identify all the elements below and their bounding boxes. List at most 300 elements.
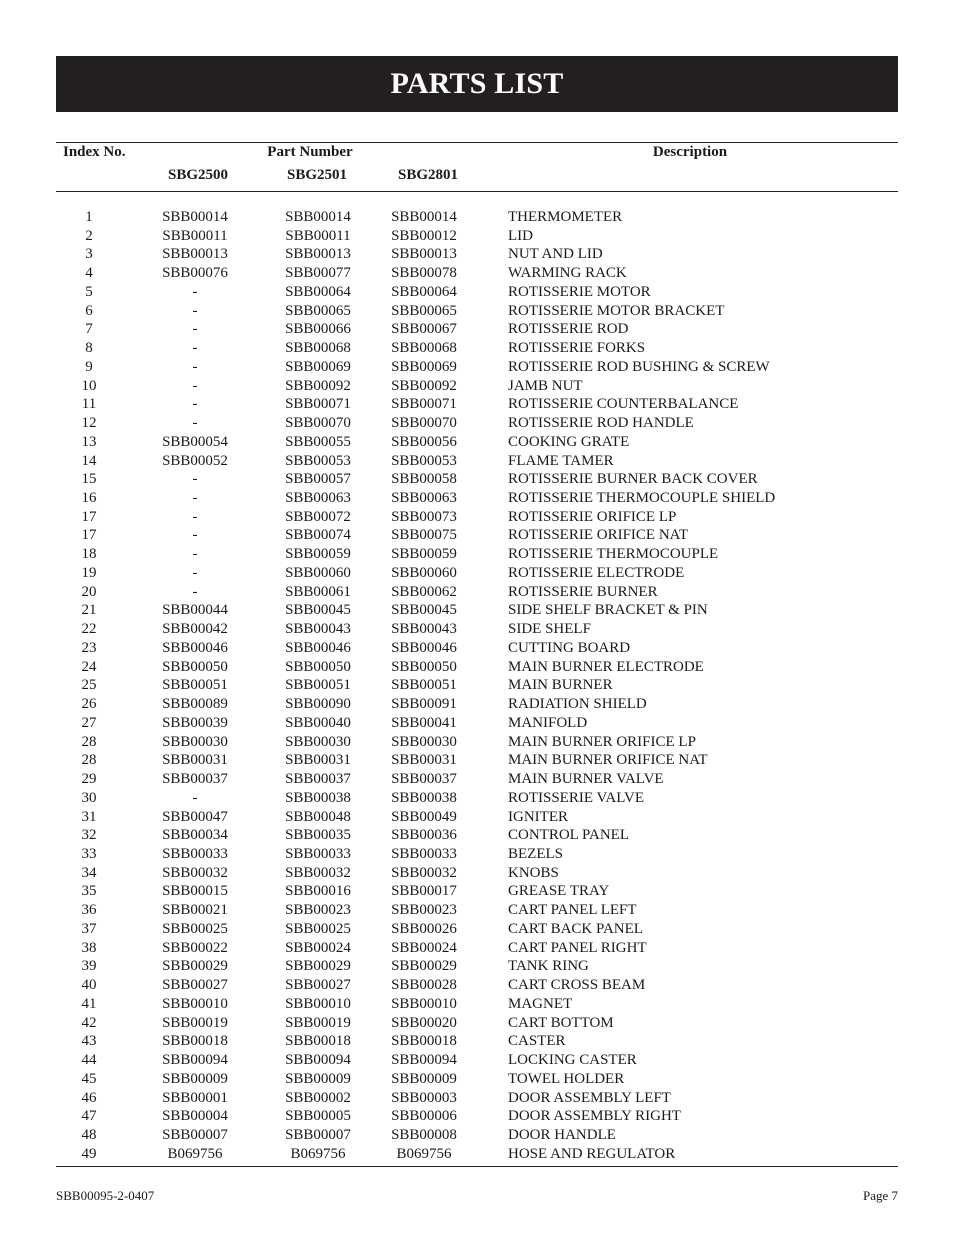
part-sbg2500-cell: SBB00011 [162,227,228,244]
part-sbg2801-cell: SBB00009 [391,1070,457,1087]
part-sbg2501-cell: SBB00013 [285,246,351,263]
part-sbg2500-cell: SBB00004 [162,1108,228,1125]
table-bottom-rule [56,1166,898,1167]
part-sbg2500-cell: SBB00054 [162,433,228,450]
part-sbg2500-cell: - [192,396,198,413]
part-sbg2500-cell: SBB00037 [162,771,228,788]
index-cell: 21 [81,602,97,619]
description-cell: BEZELS [508,845,563,862]
part-sbg2501-cell: SBB00066 [285,321,351,338]
header-part-number: Part Number [267,144,353,160]
description-cell: TANK RING [508,958,589,975]
index-cell: 5 [85,283,93,300]
part-sbg2500-cell: - [192,564,198,581]
title-banner [56,56,898,112]
index-cell: 3 [85,246,93,263]
part-sbg2500-cell: SBB00014 [162,209,228,225]
table-row [0,601,954,620]
description-cell: ROTISSERIE ROD HANDLE [508,415,694,432]
description-cell: TOWEL HOLDER [508,1070,625,1087]
index-cell: 43 [81,1033,97,1050]
part-sbg2801-cell: SBB00078 [391,265,457,282]
part-sbg2501-cell: SBB00068 [285,340,351,357]
description-cell: CONTROL PANEL [508,827,629,844]
part-sbg2500-cell: SBB00042 [162,621,228,638]
table-row [0,508,954,527]
part-sbg2801-cell: SBB00051 [391,677,457,694]
table-row [0,526,954,545]
index-cell: 38 [81,939,97,956]
part-sbg2500-cell: - [192,302,198,319]
part-sbg2501-cell: SBB00094 [285,1052,351,1069]
part-sbg2501-cell: SBB00007 [285,1126,351,1143]
description-cell: ROTISSERIE BURNER BACK COVER [508,471,758,488]
description-cell: FLAME TAMER [508,452,614,469]
part-sbg2801-cell: SBB00030 [391,733,457,750]
part-sbg2500-cell: SBB00021 [162,902,228,919]
part-sbg2500-cell: - [192,340,198,357]
part-sbg2501-cell: SBB00032 [285,864,351,881]
description-cell: ROTISSERIE THERMOCOUPLE SHIELD [508,490,776,507]
index-cell: 39 [81,958,97,975]
part-sbg2500-cell: SBB00015 [162,883,228,900]
index-cell: 49 [81,1145,97,1162]
description-cell: LID [508,227,533,244]
description-cell: SIDE SHELF BRACKET & PIN [508,602,708,619]
part-sbg2801-cell: SBB00010 [391,995,457,1012]
index-cell: 7 [85,321,93,338]
index-cell: 31 [81,808,97,825]
part-sbg2500-cell: SBB00047 [162,808,228,825]
description-cell: IGNITER [508,808,568,825]
part-sbg2500-cell: B069756 [167,1145,223,1162]
description-cell: ROTISSERIE MOTOR [508,283,651,300]
part-sbg2501-cell: SBB00063 [285,490,351,507]
part-sbg2501-cell: SBB00014 [285,209,351,225]
part-sbg2801-cell: SBB00041 [391,714,457,731]
part-sbg2500-cell: SBB00089 [162,696,228,713]
part-sbg2500-cell: SBB00033 [162,845,228,862]
index-cell: 40 [81,977,97,994]
header-index-no: Index No. [63,144,126,160]
part-sbg2500-cell: - [192,583,198,600]
part-sbg2801-cell: SBB00046 [391,639,457,656]
index-cell: 28 [81,733,97,750]
description-cell: ROTISSERIE ORIFICE NAT [508,527,689,544]
part-sbg2500-cell: SBB00025 [162,920,228,937]
part-sbg2500-cell: SBB00034 [162,827,228,844]
part-sbg2500-cell: - [192,546,198,563]
part-sbg2501-cell: SBB00046 [285,639,351,656]
part-sbg2501-cell: SBB00019 [285,1014,351,1031]
table-row [0,1089,954,1108]
part-sbg2801-cell: SBB00060 [391,564,457,581]
description-cell: COOKING GRATE [508,433,630,450]
part-sbg2801-cell: SBB00036 [391,827,457,844]
part-sbg2501-cell: SBB00051 [285,677,351,694]
description-cell: ROTISSERIE THERMOCOUPLE [508,546,719,563]
part-sbg2501-cell: SBB00030 [285,733,351,750]
part-sbg2501-cell: SBB00092 [285,377,351,394]
index-cell: 25 [81,677,97,694]
table-row [0,1032,954,1051]
part-sbg2801-cell: SBB00070 [391,415,457,432]
index-cell: 8 [85,340,93,357]
table-top-rule [56,142,898,143]
description-cell: CUTTING BOARD [508,639,631,656]
part-sbg2801-cell: SBB00013 [391,246,457,263]
description-cell: KNOBS [508,864,559,881]
part-sbg2501-cell: SBB00037 [285,771,351,788]
table-row [0,826,954,845]
description-cell: CART BOTTOM [508,1014,614,1031]
description-cell: NUT AND LID [508,246,603,263]
index-cell: 24 [81,658,97,675]
header-model-sbg2501: SBG2501 [286,167,348,183]
table-row [0,283,954,302]
index-cell: 2 [85,227,93,244]
table-row [0,358,954,377]
description-cell: THERMOMETER [508,209,623,225]
table-row [0,264,954,283]
table-row [0,882,954,901]
table-row [0,1107,954,1126]
part-sbg2500-cell: SBB00019 [162,1014,228,1031]
part-sbg2801-cell: SBB00049 [391,808,457,825]
header-model-sbg2500: SBG2500 [167,167,229,183]
description-cell: ROTISSERIE MOTOR BRACKET [508,302,725,319]
part-sbg2500-cell: SBB00039 [162,714,228,731]
part-sbg2801-cell: SBB00012 [391,227,457,244]
index-cell: 30 [81,789,97,806]
table-row [0,845,954,864]
table-row [0,864,954,883]
part-sbg2501-cell: SBB00048 [285,808,351,825]
part-sbg2801-cell: SBB00059 [391,546,457,563]
part-sbg2501-cell: SBB00070 [285,415,351,432]
description-cell: ROTISSERIE ROD [508,321,629,338]
table-row [0,976,954,995]
description-cell: MAIN BURNER ELECTRODE [508,658,704,675]
part-sbg2501-cell: SBB00065 [285,302,351,319]
index-cell: 45 [81,1070,97,1087]
index-cell: 48 [81,1126,97,1143]
description-cell: WARMING RACK [508,265,627,282]
part-sbg2500-cell: - [192,789,198,806]
part-sbg2801-cell: SBB00043 [391,621,457,638]
table-row [0,1014,954,1033]
table-row [0,639,954,658]
description-cell: ROTISSERIE ROD BUSHING & SCREW [508,358,770,375]
description-cell: CART PANEL LEFT [508,902,637,919]
part-sbg2501-cell: SBB00024 [285,939,351,956]
part-sbg2801-cell: SBB00024 [391,939,457,956]
table-row [0,414,954,433]
description-cell: ROTISSERIE COUNTERBALANCE [508,396,739,413]
description-cell: SIDE SHELF [508,621,591,638]
index-cell: 33 [81,845,97,862]
part-sbg2801-cell: SBB00063 [391,490,457,507]
table-row [0,583,954,602]
part-sbg2801-cell: SBB00003 [391,1089,457,1106]
table-row [0,489,954,508]
table-row [0,564,954,583]
description-cell: RADIATION SHIELD [508,696,647,713]
part-sbg2500-cell: SBB00018 [162,1033,228,1050]
index-cell: 1 [85,209,93,225]
part-sbg2501-cell: SBB00090 [285,696,351,713]
part-sbg2801-cell: SBB00071 [391,396,457,413]
description-cell: DOOR ASSEMBLY LEFT [508,1089,671,1106]
index-cell: 11 [81,396,97,413]
table-row [0,339,954,358]
table-row [0,1070,954,1089]
index-cell: 15 [81,471,97,488]
table-row [0,901,954,920]
table-row [0,302,954,321]
table-row [0,995,954,1014]
part-sbg2801-cell: SBB00073 [391,508,457,525]
index-cell: 23 [81,639,97,656]
part-sbg2501-cell: SBB00055 [285,433,351,450]
table-row [0,1145,954,1164]
part-sbg2801-cell: SBB00026 [391,920,457,937]
index-cell: 17 [81,527,97,544]
part-sbg2501-cell: SBB00045 [285,602,351,619]
part-sbg2500-cell: SBB00007 [162,1126,228,1143]
part-sbg2500-cell: SBB00050 [162,658,228,675]
index-cell: 44 [81,1052,97,1069]
part-sbg2501-cell: SBB00057 [285,471,351,488]
part-sbg2801-cell: SBB00094 [391,1052,457,1069]
part-sbg2501-cell: SBB00027 [285,977,351,994]
description-cell: CART BACK PANEL [508,920,643,937]
table-row [0,676,954,695]
part-sbg2801-cell: SBB00018 [391,1033,457,1050]
part-sbg2500-cell: SBB00046 [162,639,228,656]
index-cell: 34 [81,864,97,881]
part-sbg2801-cell: SBB00006 [391,1108,457,1125]
part-sbg2801-cell: SBB00069 [391,358,457,375]
part-sbg2500-cell: SBB00013 [162,246,228,263]
part-sbg2500-cell: SBB00030 [162,733,228,750]
description-cell: DOOR HANDLE [508,1126,616,1143]
description-cell: MAGNET [508,995,573,1012]
header-description: Description [652,144,728,160]
part-sbg2500-cell: SBB00009 [162,1070,228,1087]
part-sbg2801-cell: SBB00062 [391,583,457,600]
index-cell: 14 [81,452,97,469]
table-row [0,770,954,789]
description-cell: CART CROSS BEAM [508,977,646,994]
part-sbg2501-cell: SBB00072 [285,508,351,525]
index-cell: 10 [81,377,97,394]
document-code: SBB00095-2-0407 [56,1188,155,1203]
part-sbg2501-cell: SBB00064 [285,283,351,300]
part-sbg2500-cell: SBB00052 [162,452,228,469]
part-sbg2801-cell: SBB00092 [391,377,457,394]
part-sbg2501-cell: SBB00009 [285,1070,351,1087]
index-cell: 22 [81,621,97,638]
description-cell: HOSE AND REGULATOR [508,1145,676,1162]
index-cell: 32 [81,827,97,844]
description-cell: ROTISSERIE BURNER [508,583,658,600]
part-sbg2501-cell: SBB00035 [285,827,351,844]
part-sbg2500-cell: SBB00044 [162,602,228,619]
part-sbg2801-cell: SBB00045 [391,602,457,619]
table-row [0,695,954,714]
part-sbg2801-cell: SBB00020 [391,1014,457,1031]
part-sbg2801-cell: SBB00037 [391,771,457,788]
table-row [0,227,954,246]
index-cell: 12 [81,415,97,432]
part-sbg2500-cell: SBB00094 [162,1052,228,1069]
index-cell: 19 [81,564,97,581]
table-row [0,320,954,339]
index-cell: 6 [85,302,93,319]
part-sbg2501-cell: SBB00031 [285,752,351,769]
index-cell: 35 [81,883,97,900]
part-sbg2501-cell: SBB00061 [285,583,351,600]
index-cell: 37 [81,920,97,937]
table-row [0,208,954,227]
index-cell: 29 [81,771,97,788]
part-sbg2500-cell: SBB00032 [162,864,228,881]
part-sbg2500-cell: SBB00029 [162,958,228,975]
index-cell: 27 [81,714,97,731]
part-sbg2501-cell: SBB00016 [285,883,351,900]
part-sbg2801-cell: SBB00008 [391,1126,457,1143]
table-row [0,751,954,770]
part-sbg2801-cell: SBB00017 [391,883,457,900]
index-cell: 18 [81,546,97,563]
description-cell: MANIFOLD [508,714,588,731]
table-row [0,395,954,414]
part-sbg2801-cell: SBB00091 [391,696,457,713]
part-sbg2501-cell: SBB00074 [285,527,351,544]
index-cell: 47 [81,1108,97,1125]
part-sbg2500-cell: - [192,377,198,394]
part-sbg2501-cell: B069756 [290,1145,346,1162]
table-row [0,1051,954,1070]
part-sbg2801-cell: SBB00065 [391,302,457,319]
part-sbg2801-cell: SBB00031 [391,752,457,769]
description-cell: CASTER [508,1033,566,1050]
part-sbg2801-cell: SBB00075 [391,527,457,544]
part-sbg2801-cell: SBB00050 [391,658,457,675]
part-sbg2501-cell: SBB00002 [285,1089,351,1106]
index-cell: 20 [81,583,97,600]
part-sbg2801-cell: SBB00028 [391,977,457,994]
description-cell: LOCKING CASTER [508,1052,637,1069]
part-sbg2801-cell: SBB00033 [391,845,457,862]
part-sbg2501-cell: SBB00040 [285,714,351,731]
description-cell: CART PANEL RIGHT [508,939,647,956]
description-cell: JAMB NUT [508,377,583,394]
part-sbg2501-cell: SBB00005 [285,1108,351,1125]
part-sbg2500-cell: SBB00076 [162,265,228,282]
index-cell: 42 [81,1014,97,1031]
table-row [0,789,954,808]
description-cell: DOOR ASSEMBLY RIGHT [508,1108,681,1125]
part-sbg2801-cell: SBB00038 [391,789,457,806]
table-row [0,939,954,958]
description-cell: GREASE TRAY [508,883,610,900]
description-cell: MAIN BURNER [508,677,613,694]
part-sbg2801-cell: SBB00056 [391,433,457,450]
index-cell: 28 [81,752,97,769]
part-sbg2501-cell: SBB00053 [285,452,351,469]
part-sbg2801-cell: SBB00053 [391,452,457,469]
index-cell: 4 [85,265,93,282]
table-row [0,470,954,489]
description-cell: ROTISSERIE FORKS [508,340,646,357]
table-row [0,808,954,827]
part-sbg2801-cell: B069756 [396,1145,452,1162]
part-sbg2801-cell: SBB00067 [391,321,457,338]
part-sbg2801-cell: SBB00029 [391,958,457,975]
part-sbg2501-cell: SBB00050 [285,658,351,675]
part-sbg2500-cell: - [192,508,198,525]
table-row [0,714,954,733]
page-number: Page 7 [862,1188,898,1203]
part-sbg2500-cell: SBB00001 [162,1089,228,1106]
part-sbg2501-cell: SBB00025 [285,920,351,937]
description-cell: MAIN BURNER VALVE [508,771,664,788]
part-sbg2501-cell: SBB00069 [285,358,351,375]
part-sbg2500-cell: SBB00031 [162,752,228,769]
part-sbg2501-cell: SBB00071 [285,396,351,413]
part-sbg2501-cell: SBB00043 [285,621,351,638]
description-cell: ROTISSERIE VALVE [508,789,644,806]
index-cell: 17 [81,508,97,525]
table-row [0,377,954,396]
part-sbg2501-cell: SBB00060 [285,564,351,581]
part-sbg2500-cell: - [192,490,198,507]
page-title: PARTS LIST [390,67,564,100]
part-sbg2500-cell: - [192,358,198,375]
part-sbg2501-cell: SBB00018 [285,1033,351,1050]
index-cell: 16 [81,490,97,507]
header-bottom-rule [56,191,898,192]
part-sbg2801-cell: SBB00032 [391,864,457,881]
part-sbg2500-cell: SBB00051 [162,677,228,694]
part-sbg2501-cell: SBB00029 [285,958,351,975]
table-row [0,658,954,677]
part-sbg2500-cell: SBB00010 [162,995,228,1012]
table-row [0,620,954,639]
part-sbg2500-cell: - [192,283,198,300]
header-model-sbg2801: SBG2801 [397,167,459,183]
table-row [0,920,954,939]
index-cell: 36 [81,902,97,919]
table-row [0,452,954,471]
part-sbg2500-cell: SBB00022 [162,939,228,956]
table-row [0,245,954,264]
table-row [0,1126,954,1145]
part-sbg2801-cell: SBB00064 [391,283,457,300]
description-cell: ROTISSERIE ELECTRODE [508,564,685,581]
table-row [0,957,954,976]
parts-table-body [0,208,954,1163]
part-sbg2501-cell: SBB00077 [285,265,351,282]
part-sbg2801-cell: SBB00023 [391,902,457,919]
part-sbg2801-cell: SBB00014 [391,209,457,225]
index-cell: 13 [81,433,97,450]
index-cell: 41 [81,995,97,1012]
description-cell: MAIN BURNER ORIFICE LP [508,733,696,750]
table-row [0,733,954,752]
